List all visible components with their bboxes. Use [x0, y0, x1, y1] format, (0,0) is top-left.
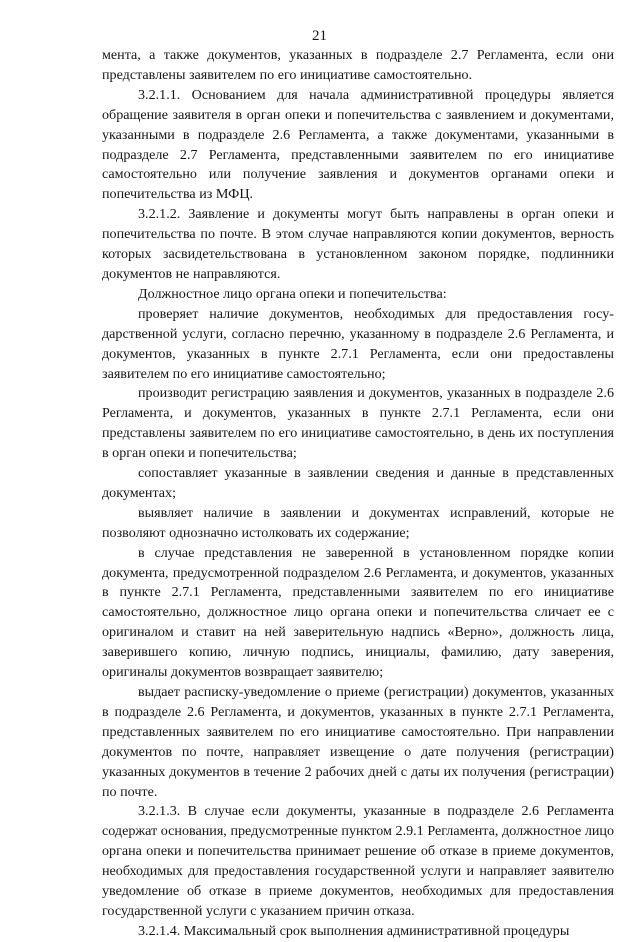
- paragraph-issues-receipt: выдает расписку-уведомление о приеме (регистрации) документов, указанных в подразделе 2.6 Регламента, и документов, указанных в пункте 2.7.1 Регламента, представленных заявителем по его инициативе самостоятельно. При направлении документов по почте, направляет извещение о дате получения (регистрации) указанных документов в течение 2 рабочих дней с даты их получения (регистрации) по почте.: [102, 684, 614, 800]
- paragraph-3-2-1-1: 3.2.1.1. Основанием для начала административной процедуры является обращение заявителя в орган опеки и попечительства с заявлением и документами, указанными в подразделе 2.6 Регламента, а также документами, указанными в подразделе 2.7 Регламента, представленными заявителем по его инициативе самостоятельно или получение заявления и документов органами опеки и попечительства из МФЦ.: [102, 86, 614, 203]
- paragraph-checks-documents: проверяет наличие документов, необходимых для предоставления государственной услуги, согласно перечню, указанному в подразделе 2.6 Регламента, и документов, указанных в пункте 2.7.1 Регламента, если они предоставлены заявителем по его инициативе самостоятельно;: [102, 305, 614, 382]
- page-number: 21: [312, 28, 327, 44]
- paragraph-uncertified-copy: в случае представления не заверенной в установленном порядке копии документа, предусмотренной подразделом 2.6 Регламента, и документов, указанных в пункте 2.7.1 Регламента, представленными заявителем по его инициативе самостоятельно, должностное лицо органа опеки и попечительства сличает ее с оригиналом и ставит на ней заверительную надпись «Верно», должность лица, заверившего копию, личную подпись, инициалы, фамилию, дату заверения, оригиналы документов возвращает заявителю;: [102, 544, 614, 681]
- paragraph-compares-data: сопоставляет указанные в заявлении сведения и данные в представленных документах;: [102, 465, 614, 501]
- paragraph-3-2-1-2: 3.2.1.2. Заявление и документы могут быть направлены в орган опеки и попечительства по почте. В этом случае направляются копии документов, верность которых засвидетельствована в установленном законом порядке, подлинники документов не направляются.: [102, 206, 614, 282]
- document-body: [102, 46, 614, 942]
- paragraph-continuation: мента, а также документов, указанных в подразделе 2.7 Регламента, если они представлены заявителем по его инициативе самостоятельно.: [102, 47, 614, 83]
- paragraph-3-2-1-4: 3.2.1.4. Максимальный срок выполнения административной процедуры: [138, 922, 570, 939]
- paragraph-registers-application: производит регистрацию заявления и документов, указанных в подразделе 2.6 Регламента, и документов, указанных в пункте 2.7.1 Регламента, если они представлены заявителем по его инициативе самостоятельно, в день их поступления в орган опеки и попечительства;: [102, 385, 614, 462]
- paragraph-official-intro: Должностное лицо органа опеки и попечительства:: [138, 285, 447, 302]
- paragraph-identifies-corrections: выявляет наличие в заявлении и документах исправлений, которые не позволяют однозначно истолковать их содержание;: [102, 504, 614, 541]
- paragraph-3-2-1-3: 3.2.1.3. В случае если документы, указанные в подразделе 2.6 Регламента содержат основания, предусмотренные пунктом 2.9.1 Регламента, должностное лицо органа опеки и попечительства принимает решение об отказе в приеме документов, необходимых для предоставления государственной услуги и направляет заявителю уведомление об отказе в приеме документов, необходимых для предоставления государственной услуги с указанием причин отказа.: [102, 803, 614, 919]
